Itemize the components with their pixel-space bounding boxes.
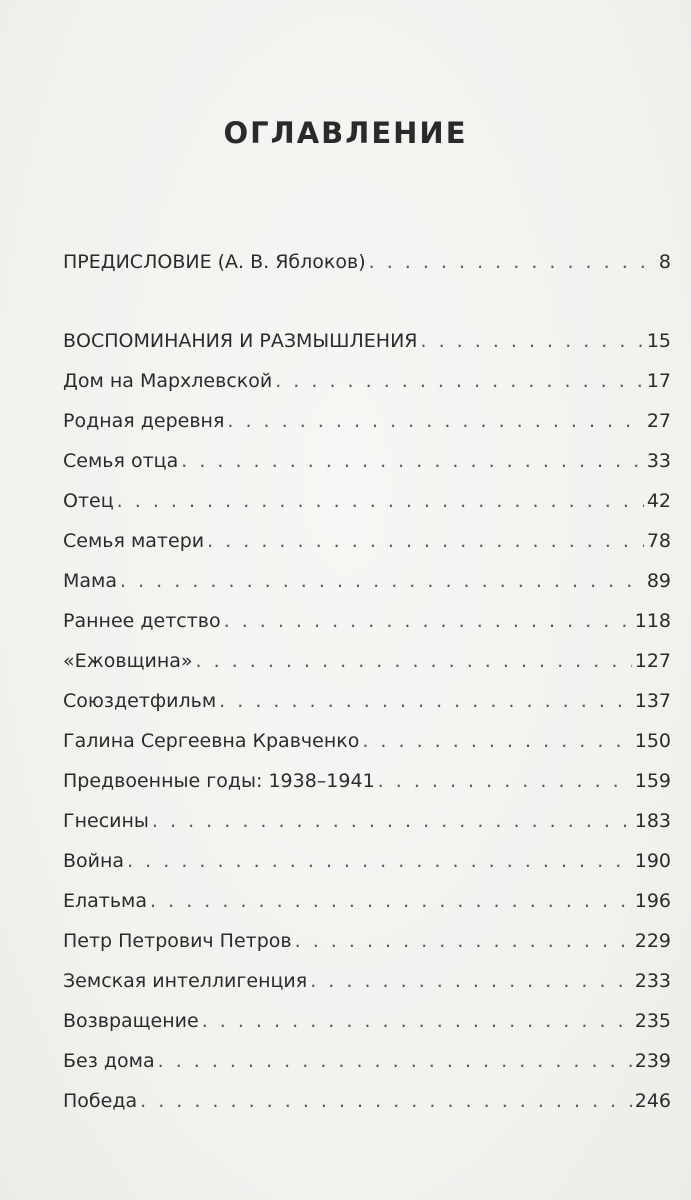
- toc-page-number: 229: [634, 930, 671, 952]
- toc-entry-title: ПРЕДИСЛОВИЕ (А. В. Яблоков): [63, 251, 366, 273]
- toc-dot-leader: [219, 686, 632, 716]
- toc-page-number: 118: [634, 610, 671, 632]
- toc-entry-title: Мама: [63, 570, 118, 592]
- toc-entry-title: Елатьма: [63, 890, 148, 912]
- toc-entry: [63, 526, 671, 556]
- toc-dot-leader: [310, 966, 632, 996]
- toc-entry-title: ВОСПОМИНАНИЯ И РАЗМЫШЛЕНИЯ: [63, 330, 418, 352]
- toc-entry: [63, 247, 671, 277]
- toc-dot-leader: [362, 726, 631, 756]
- toc-entry: [63, 606, 671, 636]
- toc-entry-title: Отец: [63, 490, 114, 512]
- toc-entry-title: Гнесины: [63, 810, 149, 832]
- toc-entry: [63, 806, 671, 836]
- toc-entry: [63, 766, 671, 796]
- toc-entry: [63, 486, 671, 516]
- toc-page-number: 196: [634, 890, 671, 912]
- toc-entry-title: Галина Сергеевна Кравченко: [63, 730, 360, 752]
- toc-entry: [63, 726, 671, 756]
- toc-dot-leader: [295, 926, 632, 956]
- toc-entry: [63, 366, 671, 396]
- toc-entry-title: Война: [63, 850, 125, 872]
- toc-page-number: 235: [634, 1010, 671, 1032]
- toc-dot-leader: [224, 606, 632, 636]
- toc-page-number: 8: [658, 251, 671, 273]
- toc-dot-leader: [158, 1046, 632, 1076]
- toc-page-number: 233: [634, 970, 671, 992]
- toc-dot-leader: [202, 1006, 632, 1036]
- toc-entry-title: Земская интеллигенция: [63, 970, 308, 992]
- toc-entry-title: Петр Петрович Петров: [63, 930, 292, 952]
- toc-page-number: 89: [646, 570, 671, 592]
- page-title: ОГЛАВЛЕНИЕ: [223, 116, 468, 150]
- toc-entry: [63, 686, 671, 716]
- toc-entry: [63, 326, 671, 356]
- toc-entry-title: Раннее детство: [63, 610, 221, 632]
- toc-page-number: 137: [634, 690, 671, 712]
- toc-entry: [63, 886, 671, 916]
- toc-page-number: 42: [646, 490, 671, 512]
- toc-dot-leader: [181, 446, 644, 476]
- toc-dot-leader: [227, 406, 643, 436]
- toc-entry-title: Возвращение: [63, 1010, 199, 1032]
- toc-dot-leader: [207, 526, 644, 556]
- toc-entry-title: Семья отца: [63, 450, 179, 472]
- toc-dot-leader: [140, 1086, 632, 1116]
- toc-dot-leader: [421, 326, 644, 356]
- toc-page-number: 17: [646, 370, 671, 392]
- toc-page-number: 246: [634, 1090, 671, 1112]
- toc-entry: [63, 966, 671, 996]
- toc-dot-leader: [127, 846, 632, 876]
- toc-entry-title: Союздетфильм: [63, 690, 217, 712]
- toc-page-number: 159: [634, 770, 671, 792]
- toc-entry: [63, 566, 671, 596]
- toc-dot-leader: [117, 486, 644, 516]
- toc-entry-title: Дом на Мархлевской: [63, 370, 273, 392]
- toc-page-number: 190: [634, 850, 671, 872]
- toc-dot-leader: [150, 886, 632, 916]
- toc-page-number: 127: [634, 650, 671, 672]
- toc-entry-title: Победа: [63, 1090, 138, 1112]
- toc-page-number: 183: [634, 810, 671, 832]
- toc-entry-title: Без дома: [63, 1050, 155, 1072]
- toc-page-number: 15: [646, 330, 671, 352]
- toc-dot-leader: [378, 766, 632, 796]
- toc-page-number: 27: [646, 410, 671, 432]
- toc-page-number: 33: [646, 450, 671, 472]
- toc-entry: [63, 646, 671, 676]
- toc-entry-title: «Ежовщина»: [63, 650, 193, 672]
- toc-entry: [63, 1086, 671, 1116]
- toc-page-number: 78: [646, 530, 671, 552]
- toc-entry-title: Родная деревня: [63, 410, 225, 432]
- toc-dot-leader: [120, 566, 644, 596]
- toc-entry: [63, 446, 671, 476]
- toc-dot-leader: [152, 806, 632, 836]
- toc-page-number: 239: [634, 1050, 671, 1072]
- toc-dot-leader: [196, 646, 632, 676]
- toc-entry: [63, 406, 671, 436]
- toc-entry: [63, 926, 671, 956]
- toc-entry-title: Семья матери: [63, 530, 205, 552]
- toc-entry: [63, 846, 671, 876]
- toc-page-number: 150: [634, 730, 671, 752]
- toc-dot-leader: [369, 247, 656, 277]
- toc-dot-leader: [275, 366, 644, 396]
- toc-entry: [63, 1006, 671, 1036]
- toc-entry-title: Предвоенные годы: 1938–1941: [63, 770, 375, 792]
- toc-entry: [63, 1046, 671, 1076]
